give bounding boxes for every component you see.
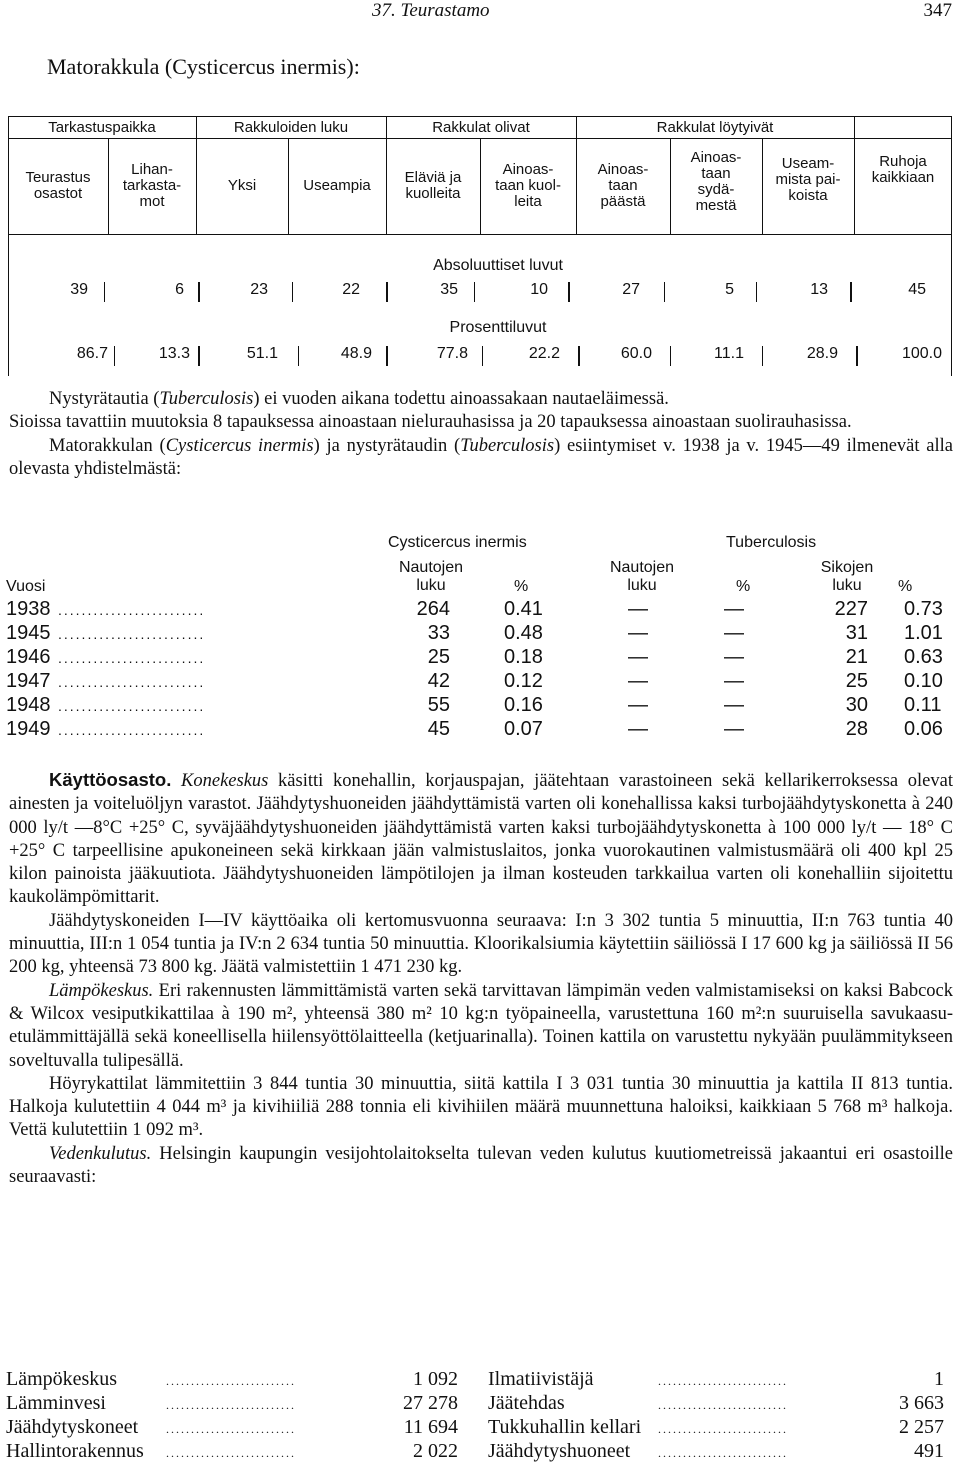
cattle-pct-cell: — [724,694,744,716]
cattle-count-cell: — [628,622,648,644]
group-header: Rakkuloiden luku [233,119,349,136]
col-nautojen-cyst: Nautojen luku [398,559,464,594]
value-separator [762,346,763,366]
abs-cell: 45 [908,281,926,298]
value-separator [670,346,671,366]
leader-dots: ......................... [58,626,206,642]
yearly-table [6,530,956,760]
cattle-count-cell: — [628,694,648,716]
pig-count-cell: 28 [845,718,868,740]
body-text [9,768,953,1189]
col-pct: % [514,578,529,595]
pig-count-cell: 25 [845,670,868,692]
pct-cell: 86.7 [76,345,108,362]
abs-cell: 5 [725,281,734,298]
leader-dots: ......................... [58,674,206,690]
col-header-kuolleita: Ainoas- taan kuol- leita [495,161,561,210]
col-header-sydamesta: Ainoas- taan sydä- mestä [690,149,742,214]
year-cell: 1948 [6,694,51,716]
pig-count-cell: 21 [845,646,868,668]
cyst-count-cell: 45 [427,718,450,740]
abs-cell: 22 [342,281,360,298]
leader-dots: .......................... [658,1446,788,1460]
pig-count-cell: 30 [845,694,868,716]
cattle-count-cell: — [628,598,648,620]
leader-dots: .......................... [658,1374,788,1388]
page-header [0,0,960,24]
abs-cell: 6 [175,281,184,298]
table-row [6,622,956,646]
cyst-pct-cell: 0.16 [504,694,543,716]
col-header-ruhoja: Ruhoja kaikkiaan [871,153,935,186]
pct-cell: 13.3 [158,345,190,362]
year-cell: 1947 [6,670,51,692]
leader-dots: ......................... [58,650,206,666]
leader-dots: .......................... [658,1398,788,1412]
page-number: 347 [923,0,952,21]
cyst-pct-cell: 0.41 [504,598,543,620]
water-item-label: Hallintorakennus [6,1440,144,1462]
table-row [6,598,956,622]
paragraph: Höyrykattilat lämmitettiin 3 844 tuntia 30 minuuttia, siitä kattila I 3 031 tuntia 30 minuuttia ja kattila II 813 tuntia. Halkoja kulutettiin 4 044 m³ ja kivihiiliä 288 tonnia eli kivihiilen määrä muunnettuna haloiksi, kaikkiaan 5 768 m³ halkoja. Vettä kulutettiin 1 092 m³. [9,1073,953,1141]
cyst-count-cell: 25 [427,646,450,668]
value-separator [114,346,115,366]
water-item-label: Jäähdytyshuoneet [488,1440,631,1462]
abs-cell: 13 [810,281,828,298]
abs-cell: 10 [530,281,548,298]
cattle-pct-cell: — [724,670,744,692]
cyst-count-cell: 264 [416,598,450,620]
cattle-pct-cell: — [724,598,744,620]
col-header-useampia: Useampia [303,177,371,194]
value-separator [568,282,570,302]
water-item-value: 2 022 [378,1440,458,1463]
water-item-label: Lämpökeskus [6,1368,118,1390]
header-bottom-rule [8,234,952,235]
cyst-count-cell: 42 [427,670,450,692]
value-separator [850,282,852,302]
col-nautojen-tub: Nautojen luku [609,559,675,594]
value-separator [386,346,388,366]
year-cell: 1949 [6,718,51,740]
col-header-paasta: Ainoas- taan päästä [597,161,649,210]
paragraph-line: Nystyrätautia (Tuberculosis) ei vuoden aikana todettu ainoassakaan nautaeläimessä. [49,389,669,409]
value-separator [756,282,757,302]
table-row [6,646,956,670]
year-cell: 1946 [6,646,51,668]
value-separator [386,282,388,302]
chapter-title: 37. Teurastamo [372,0,490,21]
paragraph: Jäähdytyskoneiden I—IV käyttöaika oli kertomusvuonna seuraava: I:n 3 302 tuntia 5 minuuttia, II:n 763 tuntia 40 minuuttia, III:n 1 054 tuntia ja IV:n 2 634 tuntia 50 minuuttia. Kloorikalsiumia käytettiin säiliössä I 17 600 kg ja säiliössä II 56 200 kg, yhteensä 73 800 kg. Jäätä valmistettiin 1 471 230 kg. [9,910,953,978]
table-row [6,718,956,742]
pig-pct-cell: 0.11 [904,694,942,716]
pig-count-cell: 227 [834,598,868,620]
pig-pct-cell: 0.63 [904,646,943,668]
abs-cell: 39 [70,281,88,298]
pct-cell: 51.1 [246,345,278,362]
value-separator [198,282,200,302]
cyst-pct-cell: 0.12 [504,670,543,692]
water-item-label: Tukkuhallin kellari [488,1416,642,1438]
value-separator [292,282,293,302]
cyst-pct-cell: 0.07 [504,718,543,740]
paragraph: Vedenkulutus. Helsingin kaupungin vesijohtolaitokselta tulevan veden kulutus kuutiometreissä jakaantui eri osastoille seuraavasti: [9,1143,953,1188]
cattle-count-cell: — [628,646,648,668]
leader-dots: ......................... [58,698,206,714]
leader-dots: ......................... [58,602,206,618]
pig-pct-cell: 0.73 [904,598,943,620]
paragraph: Lämpökeskus. Eri rakennusten lämmittämistä varten sekä tarvittavan lämpimän veden valmistamiseksi on kaksi Babcock & Wilcox vesiputkikattilaa à 190 m², yhteensä 380 m² 10 kg:n työpaineella, varustettuna 160 m²:n suuruisella savukaasu-etulämmittäjällä sekä koneellisella hiilensyöttölaitteella (ketjuarinalla). Toinen kattila on varustettu nykyään puulämmitykseen soveltuvalla tulipesällä. [9,980,953,1071]
table-row [6,670,956,694]
paragraph-line: Matorakkulan (Cysticercus inermis) ja nystyrätaudin (Tuberculosis) esiintymiset v. 1938 ja v. 1945—49 ilmenevät alla olevasta yhdistelmästä: [9,435,953,479]
abs-cell: 23 [250,281,268,298]
water-item-value: 27 278 [378,1392,458,1415]
cattle-pct-cell: — [724,718,744,740]
year-cell: 1938 [6,598,51,620]
water-item-value: 3 663 [864,1392,944,1415]
value-separator [578,346,580,366]
col-header-paikoista: Useam- mista pai- koista [775,155,841,204]
table-top-rule [8,116,952,117]
water-item-value: 1 092 [378,1368,458,1391]
section-percent: Prosenttiluvut [449,319,547,336]
water-item-value: 2 257 [864,1416,944,1439]
pct-cell: 28.9 [806,345,838,362]
pct-cell: 100.0 [901,345,942,362]
tuberculosis-paragraph [9,388,953,481]
col-pct: % [736,578,751,595]
table-left-rule [8,116,9,376]
cyst-pct-cell: 0.18 [504,646,543,668]
pct-cell: 48.9 [340,345,372,362]
water-item-value: 491 [864,1440,944,1463]
abs-cell: 27 [622,281,640,298]
cattle-pct-cell: — [724,622,744,644]
leader-dots: .......................... [166,1446,296,1460]
value-separator [104,282,105,302]
leader-dots: .......................... [166,1374,296,1388]
paragraph: Käyttöosasto. Konekeskus käsitti konehallin, korjauspajan, jäätehtaan varastoineen sekä kellarikerroksessa olevat ainesten ja voiteluöljyn varastot. Jäähdytyshuoneiden jäähdyttämistä varten oli konehallissa kaksi turbojäähdytyskonetta à 240 000 ly/t —8°C +25° C, syväjäähdytyshuoneiden jäähdyttämistä varten kaksi turbojäähdytyskonetta à 100 000 ly/t — 18° C +25° C tarpeellisine apukoneineen sekä kirkkaan jään valmistuslaitos, jonka vuorokautinen valmistusmäärä oli 400 kpl 25 kilon painoista jääkuutiota. Jäähdytyshuoneiden lämpötilojen ja ilman kosteuden tarkkailua varten oli konehalliin sijoitettu kaukolämpömittarit. [9,769,953,908]
pct-cell: 22.2 [528,345,560,362]
pct-cell: 60.0 [620,345,652,362]
group-header: Rakkulat löytyivät [656,119,774,136]
water-item-label: Lämminvesi [6,1392,106,1414]
col-header-lihantarkastamot: Lihan- tarkasta- mot [122,161,182,210]
cyst-pct-cell: 0.48 [504,622,543,644]
cattle-count-cell: — [628,670,648,692]
value-separator [198,346,200,366]
cattle-pct-cell: — [724,646,744,668]
cattle-count-cell: — [628,718,648,740]
value-separator [298,346,299,366]
pig-count-cell: 31 [845,622,868,644]
section-absolute: Absoluuttiset luvut [433,257,563,274]
paragraph-line: Sioissa tavattiin muutoksia 8 tapauksessa ainoastaan nielurauhasissa ja 20 tapauksessa ainoastaan suolirauhasissa. [9,412,852,433]
water-item-label: Jäähdytyskoneet [6,1416,139,1438]
section-title: Matorakkula (Cysticercus inermis): [47,54,360,79]
abs-cell: 35 [440,281,458,298]
col-header-yksi: Yksi [227,177,257,194]
group-tuberculosis: Tuberculosis [726,534,817,551]
pig-pct-cell: 1.01 [904,622,943,644]
col-pct: % [898,578,913,595]
value-separator [664,282,665,302]
cysticercus-table [8,116,960,376]
table-row [6,694,956,718]
water-item-label: Jäätehdas [488,1392,565,1414]
pig-pct-cell: 0.06 [904,718,943,740]
pig-pct-cell: 0.10 [904,670,943,692]
group-header: Tarkastuspaikka [48,119,156,136]
col-vuosi: Vuosi [6,578,46,595]
year-cell: 1945 [6,622,51,644]
leader-dots: .......................... [166,1422,296,1436]
pct-cell: 11.1 [714,345,744,362]
pct-cell: 77.8 [436,345,468,362]
group-cysticercus: Cysticercus inermis [388,534,527,551]
col-header-teurastus: Teurastus osastot [25,169,91,202]
cyst-count-cell: 55 [427,694,450,716]
water-item-value: 11 694 [378,1416,458,1439]
leader-dots: .......................... [658,1422,788,1436]
leader-dots: .......................... [166,1398,296,1412]
col-header-elavia: Eläviä ja kuolleita [404,169,462,202]
value-separator [856,346,858,366]
water-item-label: Ilmatiivistäjä [488,1368,594,1390]
cyst-count-cell: 33 [427,622,450,644]
value-separator [474,282,475,302]
leader-dots: ......................... [58,722,206,738]
water-item-value: 1 [864,1368,944,1391]
group-header: Rakkulat olivat [432,119,530,136]
value-separator [482,346,483,366]
col-sikojen: Sikojen luku [820,559,874,594]
